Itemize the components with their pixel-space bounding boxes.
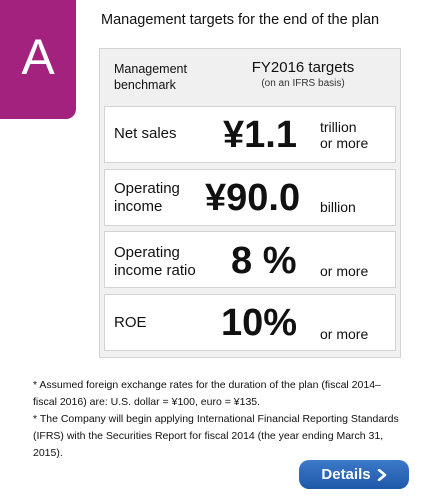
table-row-roe	[104, 294, 396, 351]
page-title: Management targets for the end of the plan	[101, 12, 380, 28]
table-row-operating-income	[104, 169, 396, 226]
row-label-line1: Operating	[114, 180, 180, 197]
row-label	[114, 244, 196, 280]
row-label	[114, 125, 177, 143]
header-benchmark	[114, 61, 187, 93]
row-unit-line1: or more	[320, 326, 369, 342]
row-label-line1: Net sales	[114, 125, 177, 142]
row-unit	[320, 263, 368, 279]
targets-table	[99, 48, 401, 358]
row-unit	[320, 199, 356, 215]
row-unit	[320, 326, 368, 342]
table-header	[100, 49, 400, 103]
details-button-label: Details	[321, 466, 371, 483]
row-value: 8 %	[231, 240, 297, 282]
header-benchmark-line1: Management	[114, 62, 187, 76]
row-unit-line2: or more	[320, 135, 369, 151]
row-label-line1: ROE	[114, 314, 147, 331]
chevron-right-icon	[377, 469, 387, 481]
footnote-exchange-rates: * Assumed foreign exchange rates for the duration of the plan (fiscal 2014–fiscal 2016) are: U.S. dollar = ¥100, euro = ¥135.	[33, 379, 381, 408]
row-value: ¥90.0	[205, 177, 301, 219]
header-targets	[218, 59, 388, 89]
row-label-line2: income	[114, 198, 163, 215]
badge-letter: A	[21, 28, 55, 85]
row-value: ¥1.1	[223, 114, 297, 156]
row-label-line2: income ratio	[114, 262, 196, 279]
row-unit-line1: trillion	[320, 119, 357, 135]
section-badge	[0, 0, 76, 119]
row-label-line1: Operating	[114, 244, 180, 261]
header-benchmark-line2: benchmark	[114, 78, 176, 92]
header-target-title: FY2016 targets	[251, 59, 355, 76]
details-button[interactable]	[299, 460, 409, 489]
row-label	[114, 180, 180, 216]
table-row-net-sales	[104, 106, 396, 163]
row-unit-line1: billion	[320, 199, 356, 215]
table-row-operating-income-ratio	[104, 231, 396, 288]
row-unit	[320, 119, 368, 151]
row-unit-line1: or more	[320, 263, 369, 279]
row-value: 10%	[221, 302, 298, 344]
row-label	[114, 314, 147, 332]
footnotes	[33, 377, 403, 462]
header-target-subtitle: (on an IFRS basis)	[261, 78, 345, 89]
footnote-ifrs: * The Company will begin applying International Financial Reporting Standards (IFRS) with the Securities Report for fiscal 2014 (the year ending March 31, 2015).	[33, 413, 399, 459]
